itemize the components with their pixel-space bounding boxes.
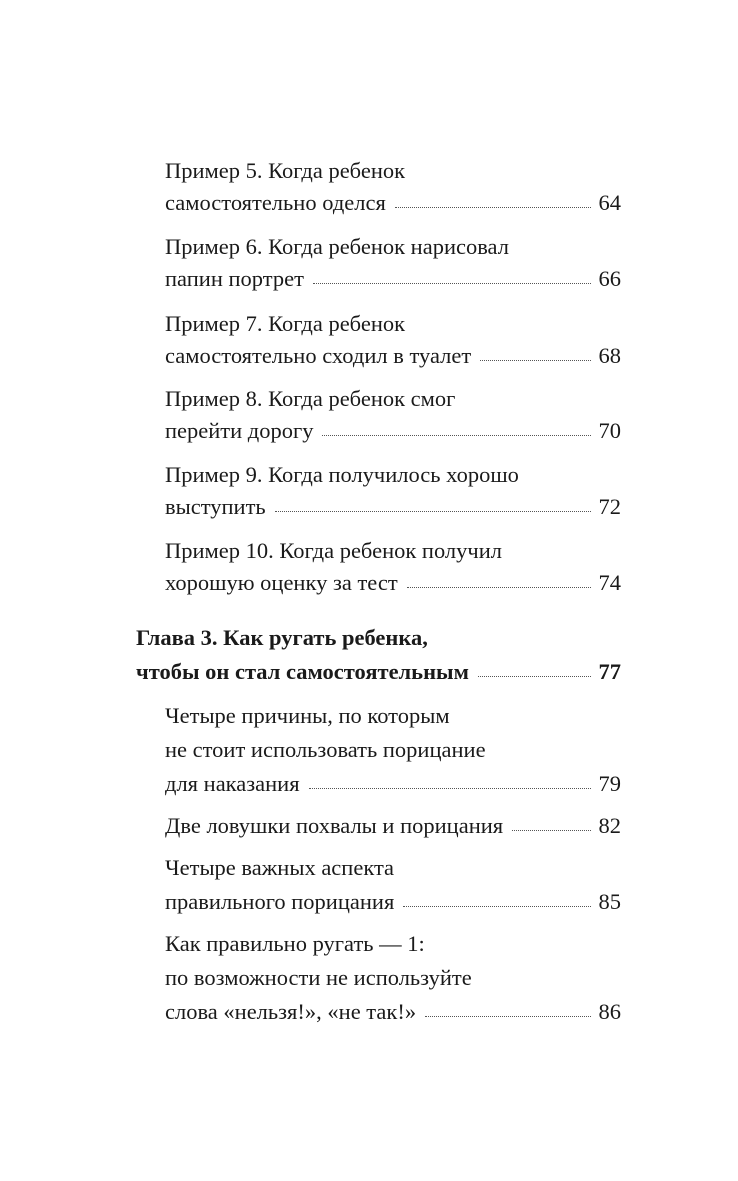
toc-page-number: 74 xyxy=(598,570,621,595)
toc-page-number: 86 xyxy=(598,999,621,1024)
toc-page-number: 79 xyxy=(598,771,621,796)
toc-entry-title-line: самостоятельно сходил в туалет xyxy=(165,343,472,368)
toc-entry-title-line: Две ловушки похвалы и порицания xyxy=(165,813,504,838)
toc-page-number: 66 xyxy=(598,266,621,291)
toc-entry-last-line xyxy=(165,568,621,598)
toc-entry-last-line xyxy=(165,264,621,294)
toc-entry-title-line: хорошую оценку за тест xyxy=(165,570,398,595)
dot-leader xyxy=(403,906,590,907)
dot-leader xyxy=(275,511,591,512)
toc-entry-title-line: Пример 7. Когда ребенок xyxy=(165,311,406,336)
toc-entry-last-line xyxy=(165,341,621,371)
toc-page-number: 82 xyxy=(598,813,621,838)
toc-page-number: 68 xyxy=(598,343,621,368)
toc-page-number: 70 xyxy=(598,418,621,443)
dot-leader xyxy=(480,360,590,361)
toc-entry-title-line: правильного порицания xyxy=(165,889,395,914)
toc-entry-last-line xyxy=(165,492,621,522)
toc-entry-last-line xyxy=(165,997,621,1027)
toc-entry-last-line xyxy=(165,769,621,799)
toc-entry-title-line: выступить xyxy=(165,494,266,519)
dot-leader xyxy=(512,830,590,831)
toc-entry-title-line: слова «нельзя!», «не так!» xyxy=(165,999,417,1024)
toc-entry-title-line: для наказания xyxy=(165,771,300,796)
toc-entry-title-line: Пример 9. Когда получилось хорошо xyxy=(165,462,519,487)
toc-entry-title-line: по возможности не используйте xyxy=(165,965,472,990)
toc-entry-title-line: папин портрет xyxy=(165,266,304,291)
toc-page-number: 72 xyxy=(598,494,621,519)
toc-entry-title-line: Четыре важных аспекта xyxy=(165,855,395,880)
toc-page-number: 85 xyxy=(598,889,621,914)
toc-entry-last-line xyxy=(165,188,621,218)
toc-entry-last-line xyxy=(165,416,621,446)
dot-leader xyxy=(407,587,591,588)
toc-chapter-title-line: Глава 3. Как ругать ребенка, xyxy=(136,625,428,650)
toc-chapter-title-line: чтобы он стал самостоятельным xyxy=(136,659,469,684)
toc-entry-title-line: Как правильно ругать — 1: xyxy=(165,931,425,956)
toc-entry-last-line xyxy=(165,811,621,841)
toc-entry-title-line: перейти дорогу xyxy=(165,418,314,443)
dot-leader xyxy=(478,676,591,677)
dot-leader xyxy=(395,207,591,208)
toc-entry-title-line: Пример 6. Когда ребенок нарисовал xyxy=(165,234,509,259)
dot-leader xyxy=(322,435,590,436)
dot-leader xyxy=(313,283,591,284)
toc-entry-title-line: Пример 10. Когда ребенок получил xyxy=(165,538,502,563)
toc-entry-title-line: самостоятельно оделся xyxy=(165,190,386,215)
dot-leader xyxy=(425,1016,590,1017)
toc-page-number: 77 xyxy=(598,659,621,684)
toc-page-number: 64 xyxy=(598,190,621,215)
toc-entry-title-line: Пример 8. Когда ребенок смог xyxy=(165,386,456,411)
dot-leader xyxy=(309,788,591,789)
toc-entry-title-line: Пример 5. Когда ребенок xyxy=(165,158,406,183)
toc-chapter-last-line xyxy=(136,657,621,687)
toc-entry-title-line: Четыре причины, по которым xyxy=(165,703,450,728)
toc-entry-last-line xyxy=(165,887,621,917)
toc-entry-title-line: не стоит использовать порицание xyxy=(165,737,486,762)
